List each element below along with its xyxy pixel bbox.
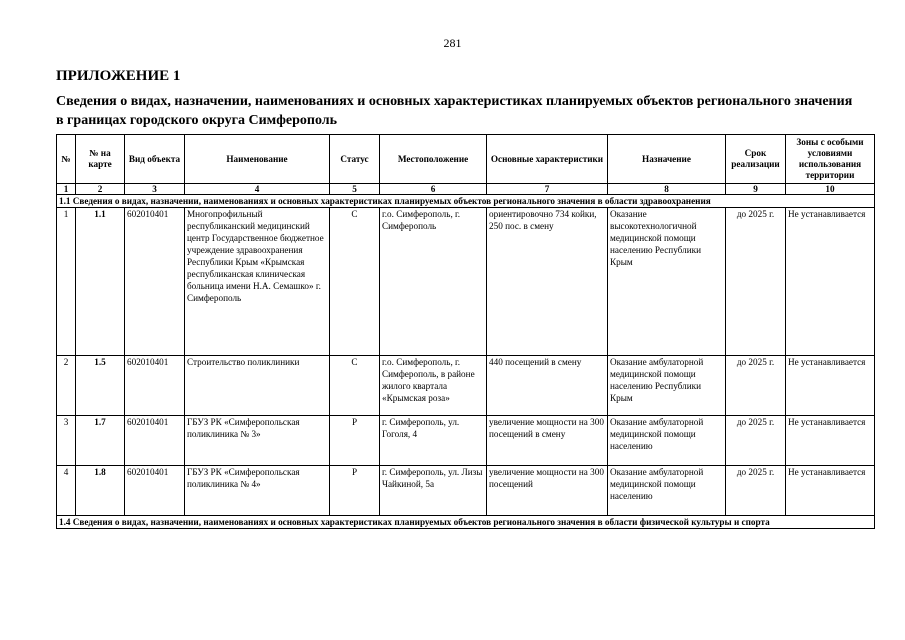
object-purpose: Оказание амбулаторной медицинской помощи населению [608,416,726,466]
object-purpose: Оказание амбулаторной медицинской помощи населению Республики Крым [608,356,726,416]
row-number: 1 [57,208,76,356]
column-number: 9 [726,184,786,195]
header-cell: № [57,135,76,184]
object-location: г. Симферополь, ул. Гоголя, 4 [380,416,487,466]
object-location: г.о. Симферополь, г. Симферополь [380,208,487,356]
implementation-term: до 2025 г. [726,416,786,466]
implementation-term: до 2025 г. [726,208,786,356]
column-number: 5 [330,184,380,195]
object-characteristics: ориентировочно 734 койки, 250 пос. в смену [487,208,608,356]
special-zones: Не устанавливается [786,416,875,466]
objects-table [56,134,875,529]
page-number: 281 [443,36,462,50]
column-number: 8 [608,184,726,195]
object-status: С [330,356,380,416]
column-number: 6 [380,184,487,195]
object-type: 602010401 [125,416,185,466]
object-characteristics: увеличение мощности на 300 посещений [487,466,608,516]
special-zones: Не устанавливается [786,466,875,516]
column-number: 2 [76,184,125,195]
map-number: 1.7 [76,416,125,466]
column-number: 1 [57,184,76,195]
row-number: 4 [57,466,76,516]
table-row [57,356,875,416]
object-name: Многопрофильный республиканский медицинский центр Государственное бюджетное учреждение здравоохранения Республики Крым «Крымская республиканская клиническая больница имени Н.А. Семашко» г. Симферополь [185,208,330,356]
object-status: Р [330,466,380,516]
table-row [57,416,875,466]
header-cell: Статус [330,135,380,184]
object-status: С [330,208,380,356]
header-cell: Наименование [185,135,330,184]
header-cell: Местоположение [380,135,487,184]
object-location: г. Симферополь, ул. Лизы Чайкиной, 5а [380,466,487,516]
document-heading: Сведения о видах, назначении, наименованиях и основных характеристиках планируемых объектов регионального значения в границах городского округа Симферополь [56,94,853,128]
map-number: 1.1 [76,208,125,356]
object-type: 602010401 [125,466,185,516]
header-cell: Вид объекта [125,135,185,184]
header-cell: Основные характеристики [487,135,608,184]
section-title: 1.1 Сведения о видах, назначении, наименованиях и основных характеристиках планируемых объектов регионального значения в области здравоохранения [57,195,875,208]
column-number: 10 [786,184,875,195]
header-cell: Срок реализации [726,135,786,184]
object-purpose: Оказание амбулаторной медицинской помощи населению [608,466,726,516]
column-number: 7 [487,184,608,195]
row-number: 3 [57,416,76,466]
object-location: г.о. Симферополь, г. Симферополь, в районе жилого квартала «Крымская роза» [380,356,487,416]
map-number: 1.8 [76,466,125,516]
header-row [57,135,875,184]
header-cell: № на карте [76,135,125,184]
object-name: ГБУЗ РК «Симферопольская поликлиника № 4» [185,466,330,516]
header-cell: Зоны с особыми условиями использования территории [786,135,875,184]
appendix-title: ПРИЛОЖЕНИЕ 1 [56,68,181,84]
column-number: 4 [185,184,330,195]
object-name: Строительство поликлиники [185,356,330,416]
section-title: 1.4 Сведения о видах, назначении, наименованиях и основных характеристиках планируемых объектов регионального значения в области физической культуры и спорта [57,516,875,529]
header-cell: Назначение [608,135,726,184]
section-row [57,516,875,529]
map-number: 1.5 [76,356,125,416]
table-row [57,466,875,516]
section-row [57,195,875,208]
implementation-term: до 2025 г. [726,356,786,416]
object-status: Р [330,416,380,466]
column-number-row [57,184,875,195]
row-number: 2 [57,356,76,416]
object-type: 602010401 [125,356,185,416]
object-purpose: Оказание высокотехнологичной медицинской помощи населению Республики Крым [608,208,726,356]
object-characteristics: увеличение мощности на 300 посещений в смену [487,416,608,466]
implementation-term: до 2025 г. [726,466,786,516]
column-number: 3 [125,184,185,195]
table-row [57,208,875,356]
special-zones: Не устанавливается [786,356,875,416]
object-name: ГБУЗ РК «Симферопольская поликлиника № 3» [185,416,330,466]
object-type: 602010401 [125,208,185,356]
object-characteristics: 440 посещений в смену [487,356,608,416]
special-zones: Не устанавливается [786,208,875,356]
